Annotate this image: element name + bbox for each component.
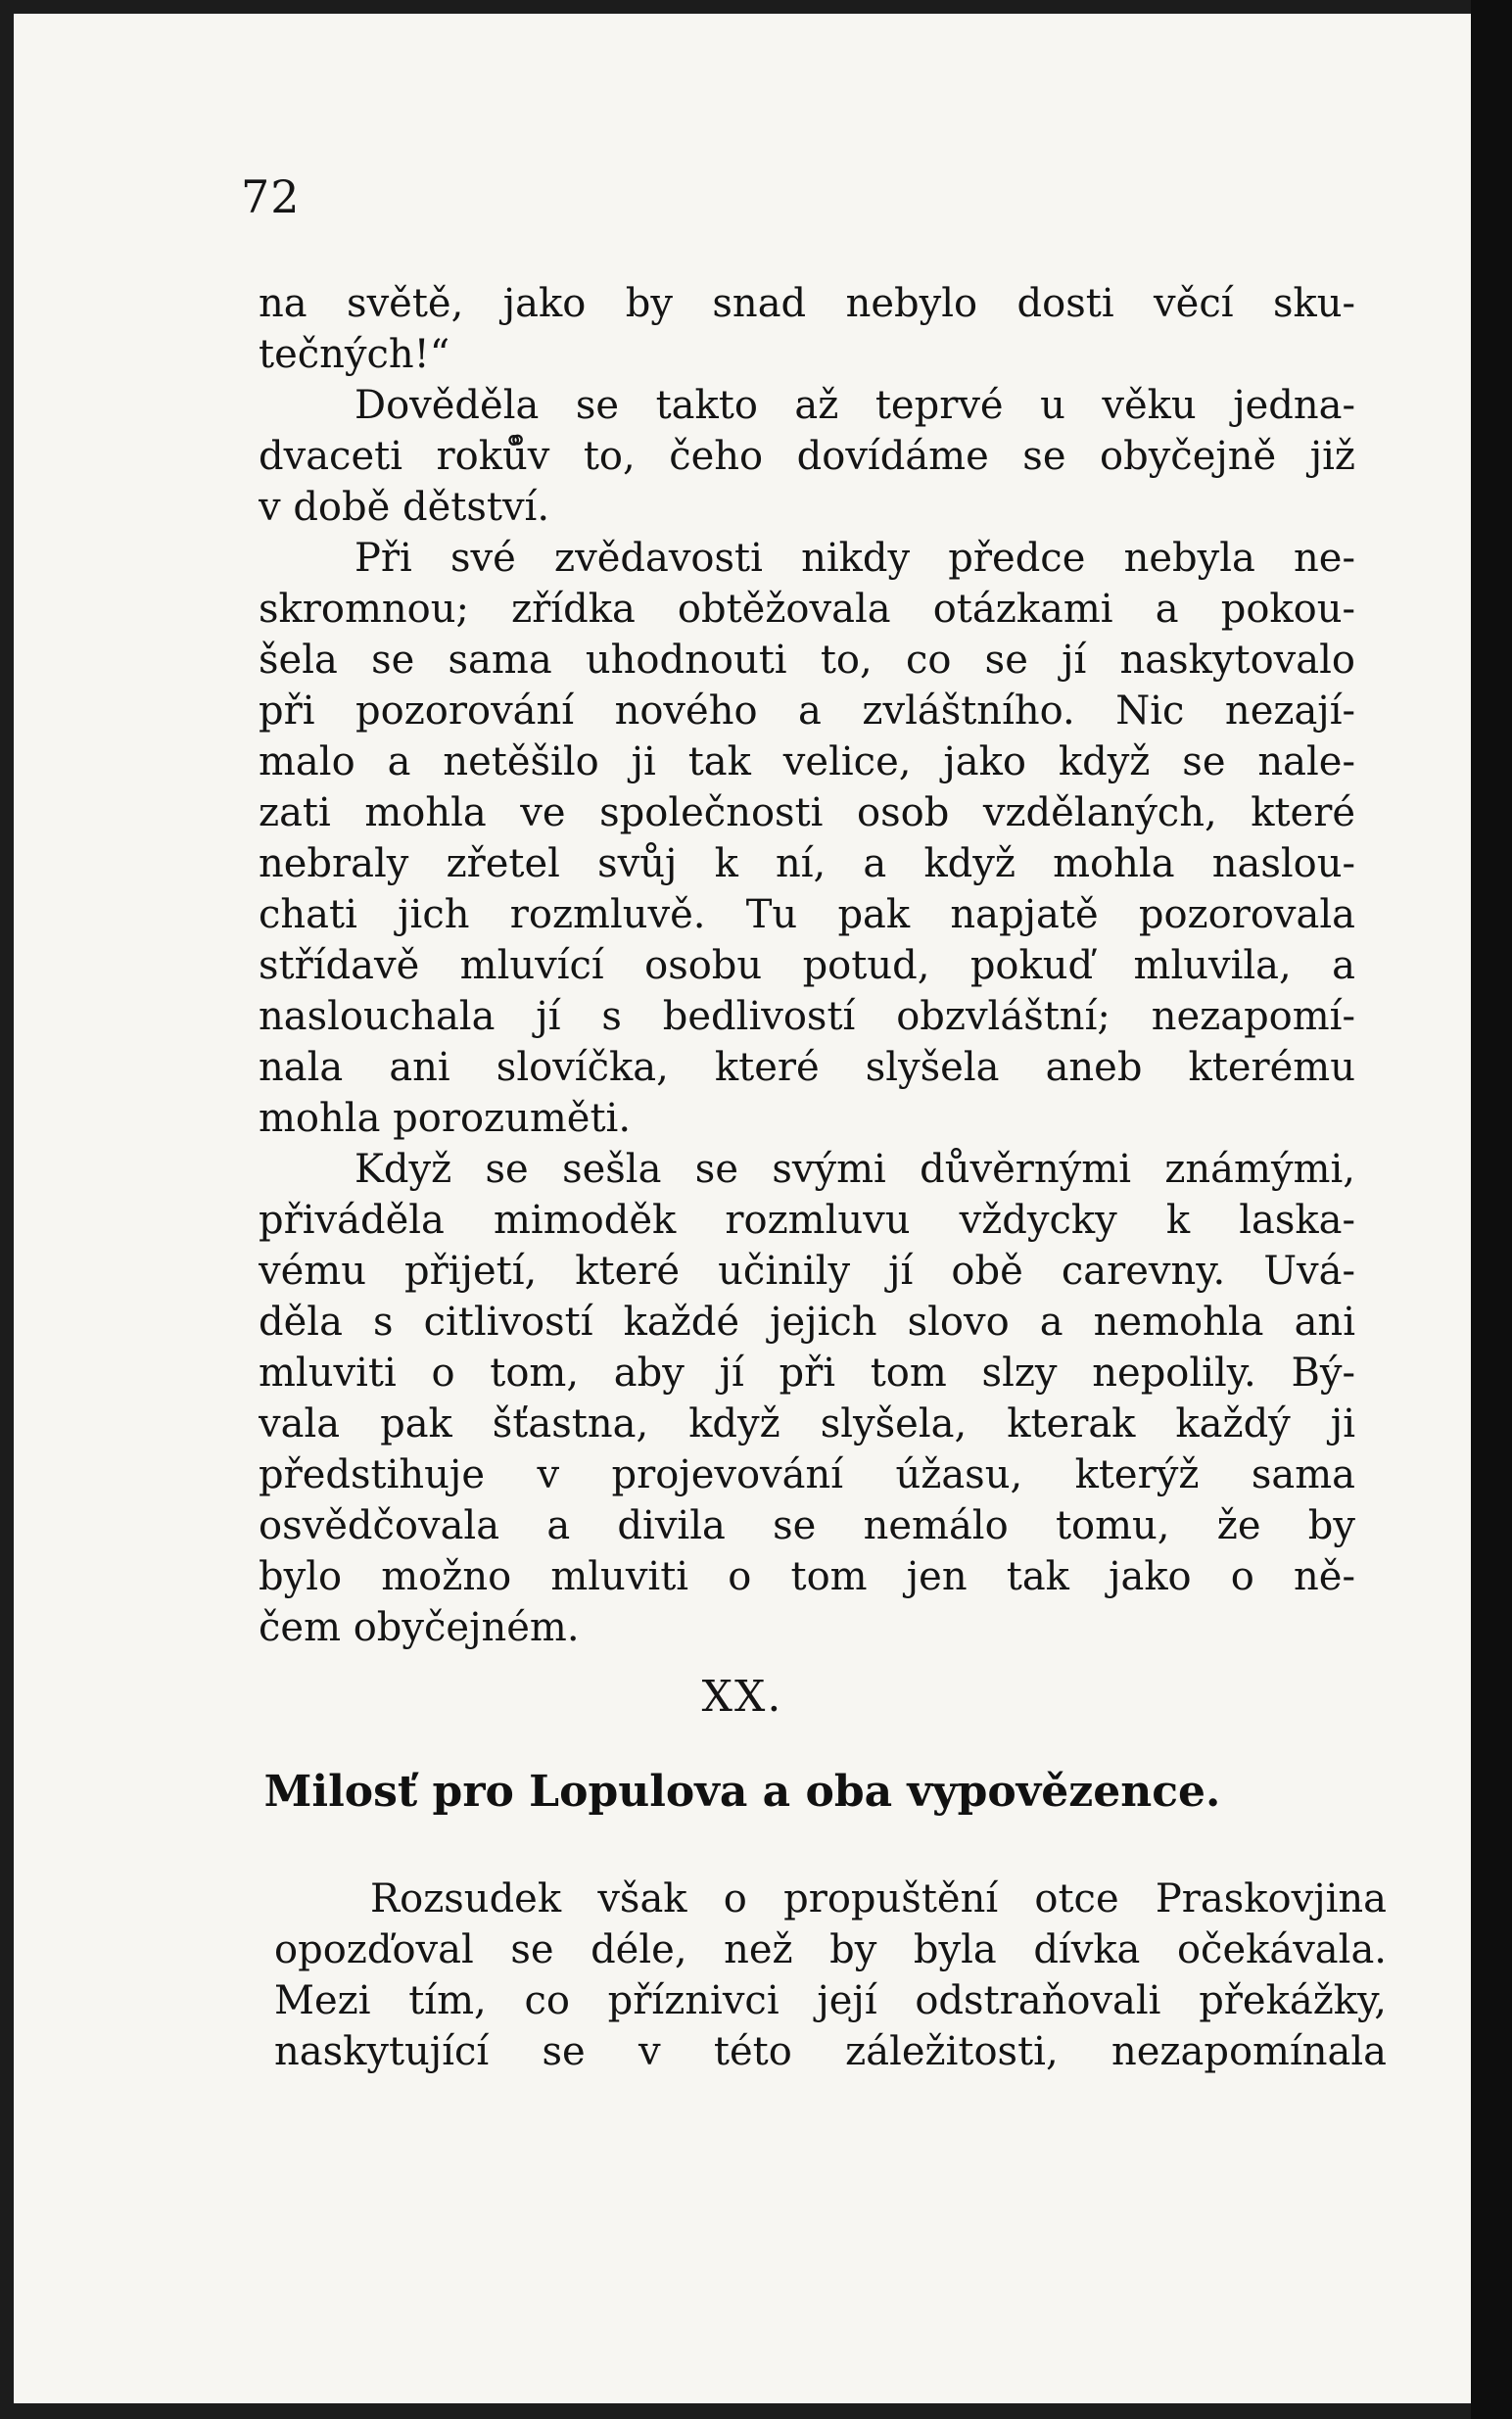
text-line: při pozorování nového a zvláštního. Nic nezají-: [259, 688, 1355, 734]
text-line: Mezi tím, co příznivci její odstraňovali překážky,: [274, 1978, 1387, 2023]
text-line: osvědčovala a divila se nemálo tomu, že by: [259, 1503, 1355, 1548]
text-line: vala pak šťastna, když slyšela, kterak každý ji: [259, 1401, 1355, 1447]
text-line: v době dětství.: [259, 485, 550, 530]
text-line: Při své zvědavosti nikdy předce nebyla ne-: [354, 536, 1355, 581]
text-line: skromnou; zřídka obtěžovala otázkami a pokou-: [259, 587, 1355, 632]
scan-edge-shadow: [1471, 0, 1512, 2419]
text-line: zati mohla ve společnosti osob vzdělaných, které: [259, 790, 1355, 835]
text-line: malo a netěšilo ji tak velice, jako když se nale-: [259, 739, 1355, 784]
text-line: šela se sama uhodnouti to, co se jí naskytovalo: [259, 638, 1355, 683]
text-line: čem obyčejném.: [259, 1605, 580, 1650]
text-line: předstihuje v projevování úžasu, kterýž sama: [259, 1452, 1355, 1497]
text-line: Když se sešla se svými důvěrnými známými,: [354, 1147, 1355, 1192]
text-line: střídavě mluvící osobu potud, pokuď mluvila, a: [259, 943, 1355, 988]
book-page: [14, 14, 1471, 2403]
body-text: [259, 278, 1355, 1653]
text-line: přiváděla mimoděk rozmluvu vždycky k laska-: [259, 1198, 1355, 1243]
chapter-title: Milosť pro Lopulova a oba vypovězence.: [263, 1767, 1221, 1817]
text-line: naslouchala jí s bedlivostí obzvláštní; nezapomí-: [259, 994, 1355, 1039]
text-line: Dověděla se takto až teprvé u věku jedna-: [354, 383, 1355, 428]
text-line: děla s citlivostí každé jejich slovo a nemohla ani: [259, 1300, 1355, 1345]
text-line: vému přijetí, které učinily jí obě carevny. Uvá-: [259, 1249, 1355, 1294]
text-line: mluviti o tom, aby jí při tom slzy nepolily. Bý-: [259, 1351, 1355, 1396]
text-line: nebraly zřetel svůj k ní, a když mohla naslou-: [259, 841, 1355, 886]
text-line: na světě, jako by snad nebylo dosti věcí sku-: [259, 281, 1355, 326]
text-line: mohla porozuměti.: [259, 1096, 632, 1141]
chapter-body-text: [274, 1874, 1387, 2078]
text-line: naskytující se v této záležitosti, nezapomínala: [274, 2029, 1387, 2074]
chapter-number: XX.: [701, 1672, 783, 1722]
text-line: opozďoval se déle, než by byla dívka očekávala.: [274, 1927, 1387, 1972]
text-line: chati jich rozmluvě. Tu pak napjatě pozorovala: [259, 892, 1355, 937]
text-line: dvaceti roků̊v to, čeho dovídáme se obyčejně již: [259, 434, 1355, 479]
text-line: bylo možno mluviti o tom jen tak jako o ně-: [259, 1554, 1355, 1599]
page-number: 72: [241, 170, 301, 223]
text-line: Rozsudek však o propuštění otce Praskovjina: [370, 1876, 1387, 1921]
text-line: nala ani slovíčka, které slyšela aneb kterému: [259, 1045, 1355, 1090]
text-line: tečných!“: [259, 332, 450, 377]
